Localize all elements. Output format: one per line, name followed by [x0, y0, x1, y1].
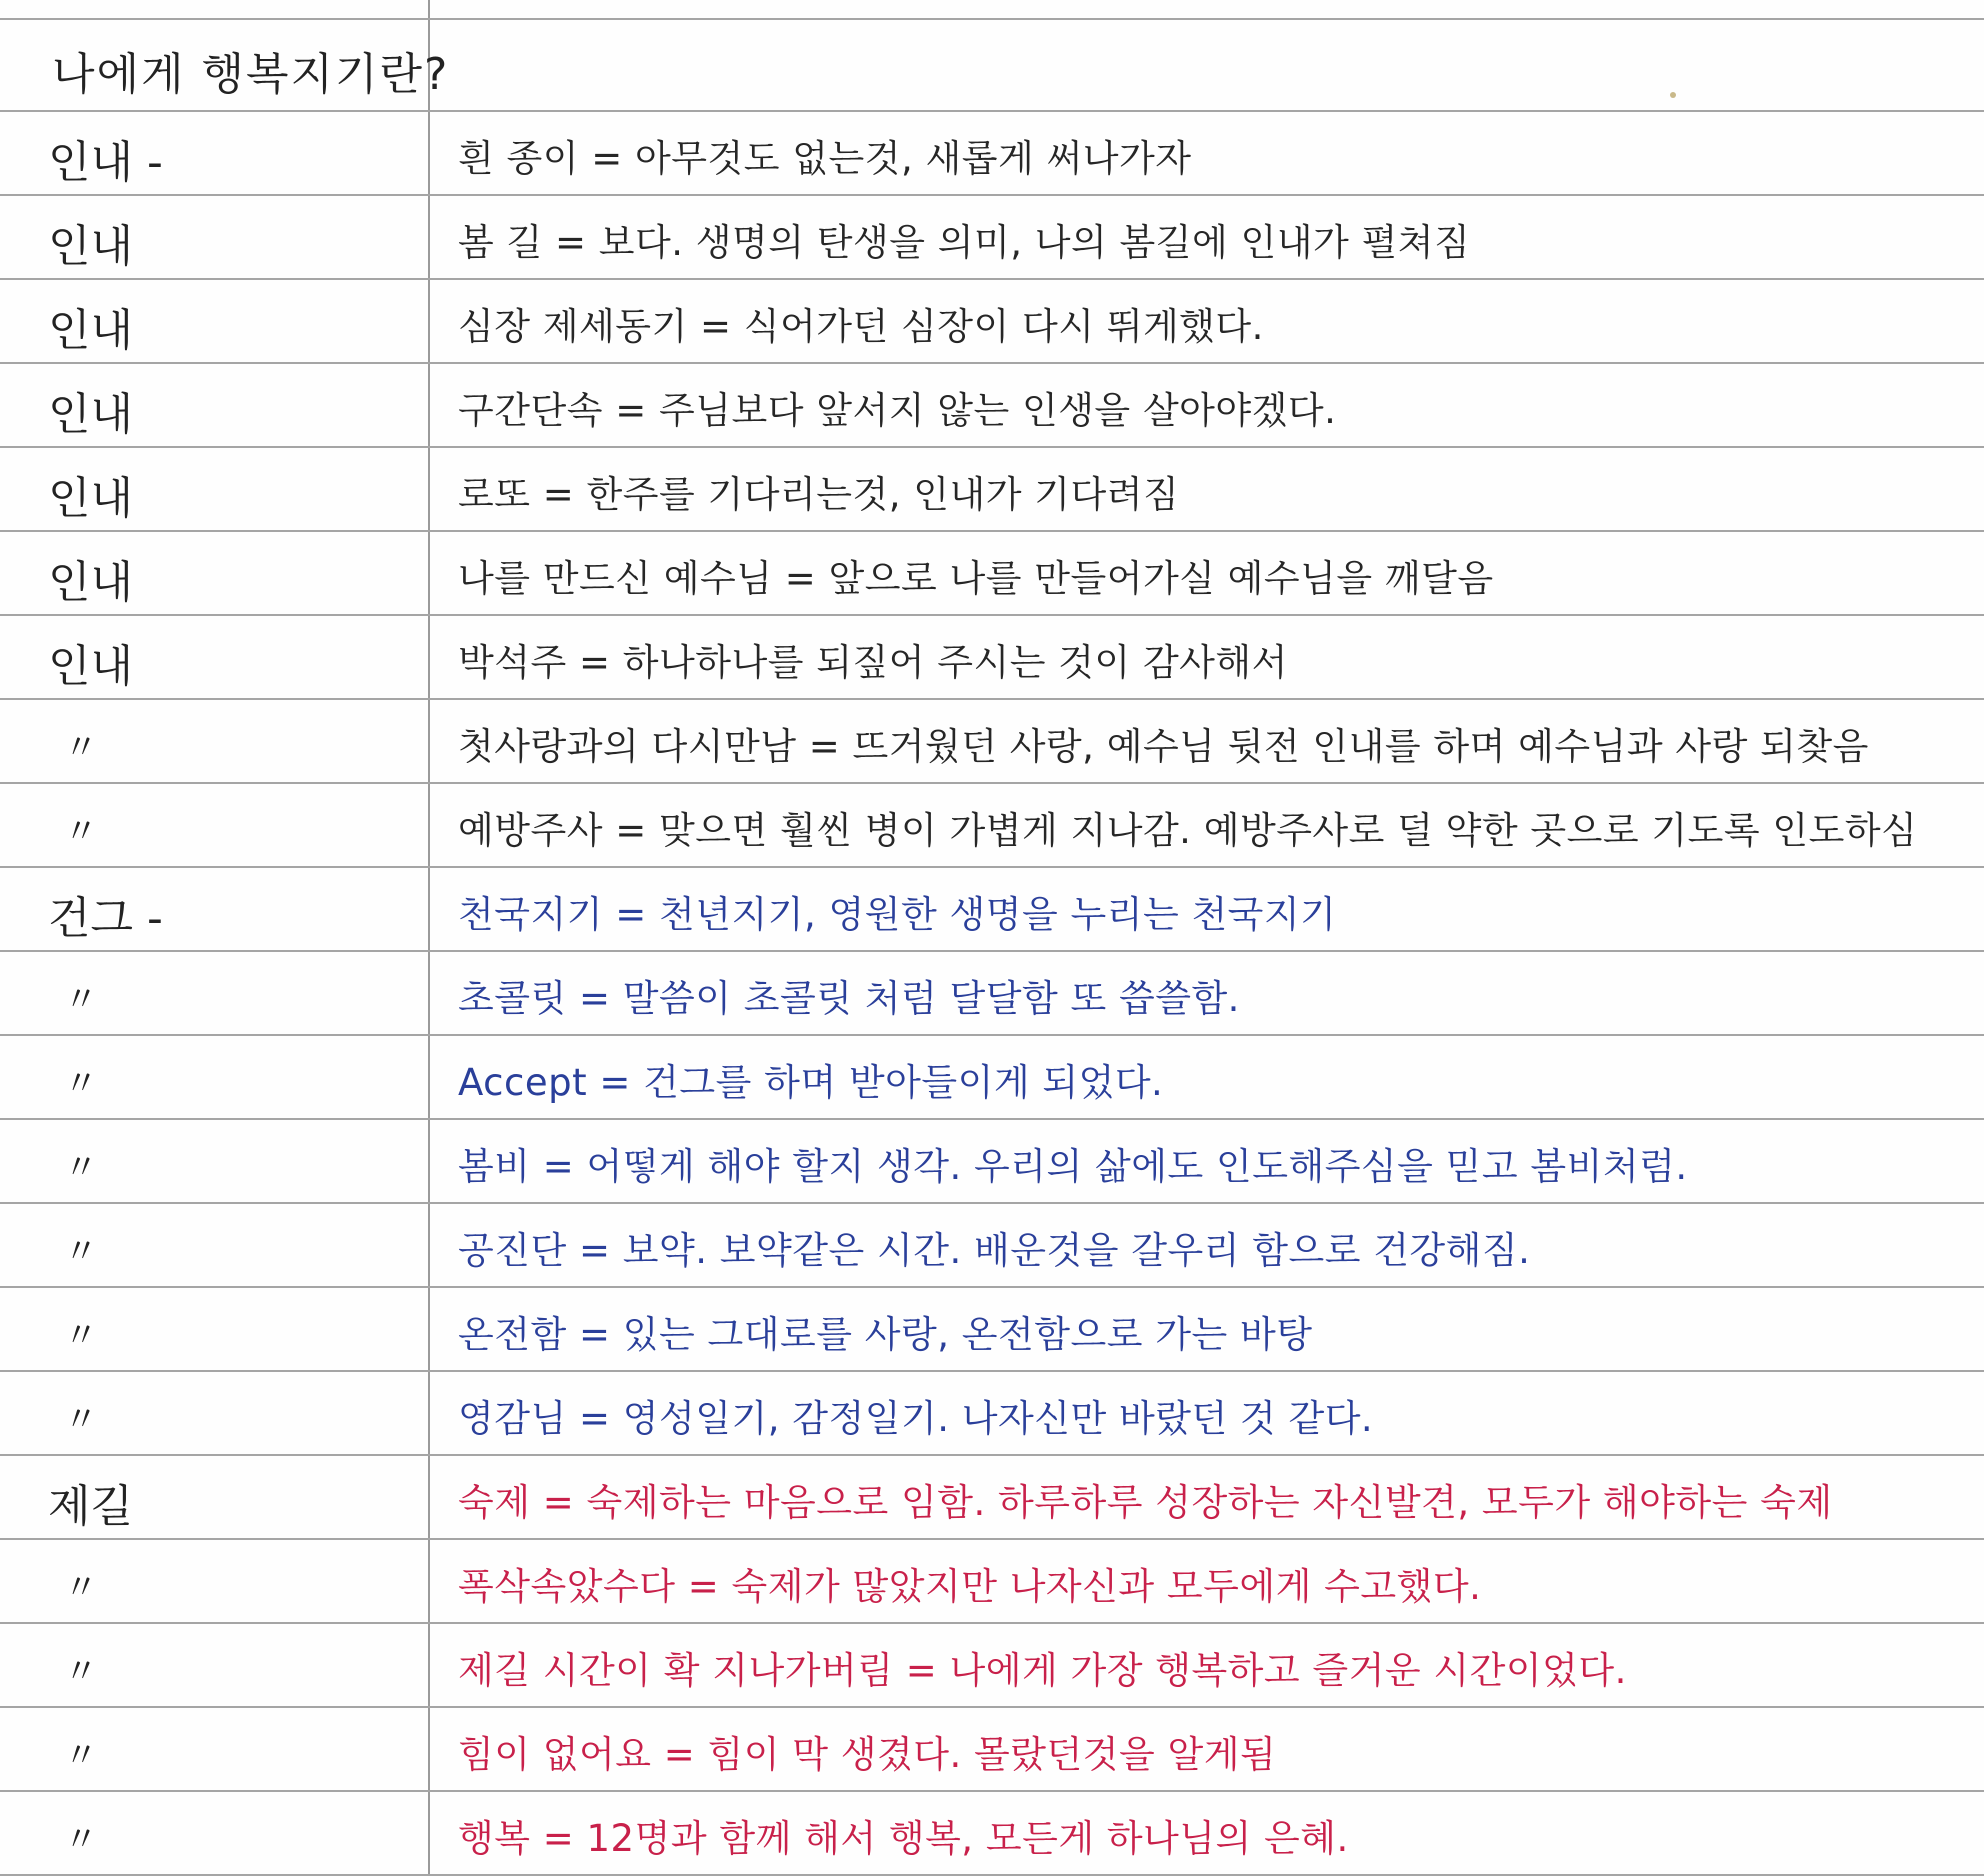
entry-text: 첫사랑과의 다시만남 = 뜨거웠던 사랑, 예수님 뒷전 인내를 하며 예수님과 사랑 되찾음	[458, 725, 1869, 768]
top-rule	[0, 18, 1984, 20]
list-item	[0, 868, 1984, 952]
entry-text: 심장 제세동기 = 식어가던 심장이 다시 뛰게했다.	[458, 305, 1264, 348]
list-item	[0, 700, 1984, 784]
category-label: 건그 -	[48, 893, 163, 944]
list-item	[0, 1372, 1984, 1456]
ditto-mark: 〃	[64, 1316, 98, 1356]
list-item	[0, 1540, 1984, 1624]
category-label: 인내	[48, 305, 134, 356]
ditto-mark: 〃	[64, 1400, 98, 1440]
ditto-mark: 〃	[64, 1064, 98, 1104]
entry-text: 온전함 = 있는 그대로를 사랑, 온전함으로 가는 바탕	[458, 1313, 1313, 1356]
ditto-mark: 〃	[64, 980, 98, 1020]
list-item	[0, 1708, 1984, 1792]
list-item	[0, 196, 1984, 280]
entry-text: 영감님 = 영성일기, 감정일기. 나자신만 바랐던 것 같다.	[458, 1397, 1374, 1440]
list-item	[0, 952, 1984, 1036]
list-item	[0, 1288, 1984, 1372]
list-item	[0, 784, 1984, 868]
list-item	[0, 112, 1984, 196]
entry-text: 구간단속 = 주님보다 앞서지 않는 인생을 살아야겠다.	[458, 389, 1337, 432]
category-label: 인내	[48, 389, 134, 440]
ditto-mark: 〃	[64, 1148, 98, 1188]
entry-text: 로또 = 한주를 기다리는것, 인내가 기다려짐	[458, 473, 1180, 516]
entry-text: 힘이 없어요 = 힘이 막 생겼다. 몰랐던것을 알게됨	[458, 1733, 1277, 1776]
list-item	[0, 1792, 1984, 1876]
ditto-mark: 〃	[64, 812, 98, 852]
entry-text: 공진단 = 보약. 보약같은 시간. 배운것을 갈우리 함으로 건강해짐.	[458, 1229, 1531, 1272]
category-label: 인내	[48, 473, 134, 524]
entry-text: Accept = 건그를 하며 받아들이게 되었다.	[458, 1061, 1164, 1104]
list-item	[0, 1456, 1984, 1540]
page-title: 나에게 행복지기란?	[52, 49, 450, 100]
category-label: 제길	[48, 1481, 134, 1532]
entry-text: 흰 종이 = 아무것도 없는것, 새롭게 써나가자	[458, 137, 1192, 180]
category-label: 인내	[48, 221, 134, 272]
ditto-mark: 〃	[64, 1736, 98, 1776]
category-label: 인내	[48, 557, 134, 608]
paper-speck	[1670, 92, 1676, 98]
category-label: 인내	[48, 641, 134, 692]
entry-text: 초콜릿 = 말씀이 초콜릿 처럼 달달함 또 씁쓸함.	[458, 977, 1240, 1020]
entry-text: 나를 만드신 예수님 = 앞으로 나를 만들어가실 예수님을 깨달음	[458, 557, 1494, 600]
ditto-mark: 〃	[64, 1568, 98, 1608]
list-item	[0, 280, 1984, 364]
ditto-mark: 〃	[64, 1652, 98, 1692]
list-item	[0, 364, 1984, 448]
entry-text: 숙제 = 숙제하는 마음으로 임함. 하루하루 성장하는 자신발견, 모두가 해야하는 숙제	[458, 1481, 1833, 1524]
list-item	[0, 1036, 1984, 1120]
entry-text: 행복 = 12명과 함께 해서 행복, 모든게 하나님의 은혜.	[458, 1817, 1349, 1860]
entry-text: 봄 길 = 보다. 생명의 탄생을 의미, 나의 봄길에 인내가 펼쳐짐	[458, 221, 1471, 264]
category-label: 인내 -	[48, 137, 163, 188]
entry-text: 봄비 = 어떻게 해야 할지 생각. 우리의 삶에도 인도해주심을 믿고 봄비처럼.	[458, 1145, 1688, 1188]
list-item	[0, 1120, 1984, 1204]
entry-text: 예방주사 = 맞으면 훨씬 병이 가볍게 지나감. 예방주사로 덜 약한 곳으로 기도록 인도하심	[458, 809, 1918, 852]
ditto-mark: 〃	[64, 728, 98, 768]
ditto-mark: 〃	[64, 1232, 98, 1272]
list-item	[0, 1204, 1984, 1288]
entry-text: 천국지기 = 천년지기, 영원한 생명을 누리는 천국지기	[458, 893, 1337, 936]
list-item	[0, 448, 1984, 532]
list-item	[0, 532, 1984, 616]
entry-text: 폭삭속았수다 = 숙제가 많았지만 나자신과 모두에게 수고했다.	[458, 1565, 1482, 1608]
entry-text: 박석주 = 하나하나를 되짚어 주시는 것이 감사해서	[458, 641, 1288, 684]
list-item	[0, 1624, 1984, 1708]
ditto-mark: 〃	[64, 1820, 98, 1860]
entry-text: 제길 시간이 확 지나가버림 = 나에게 가장 행복하고 즐거운 시간이었다.	[458, 1649, 1627, 1692]
list-item	[0, 616, 1984, 700]
